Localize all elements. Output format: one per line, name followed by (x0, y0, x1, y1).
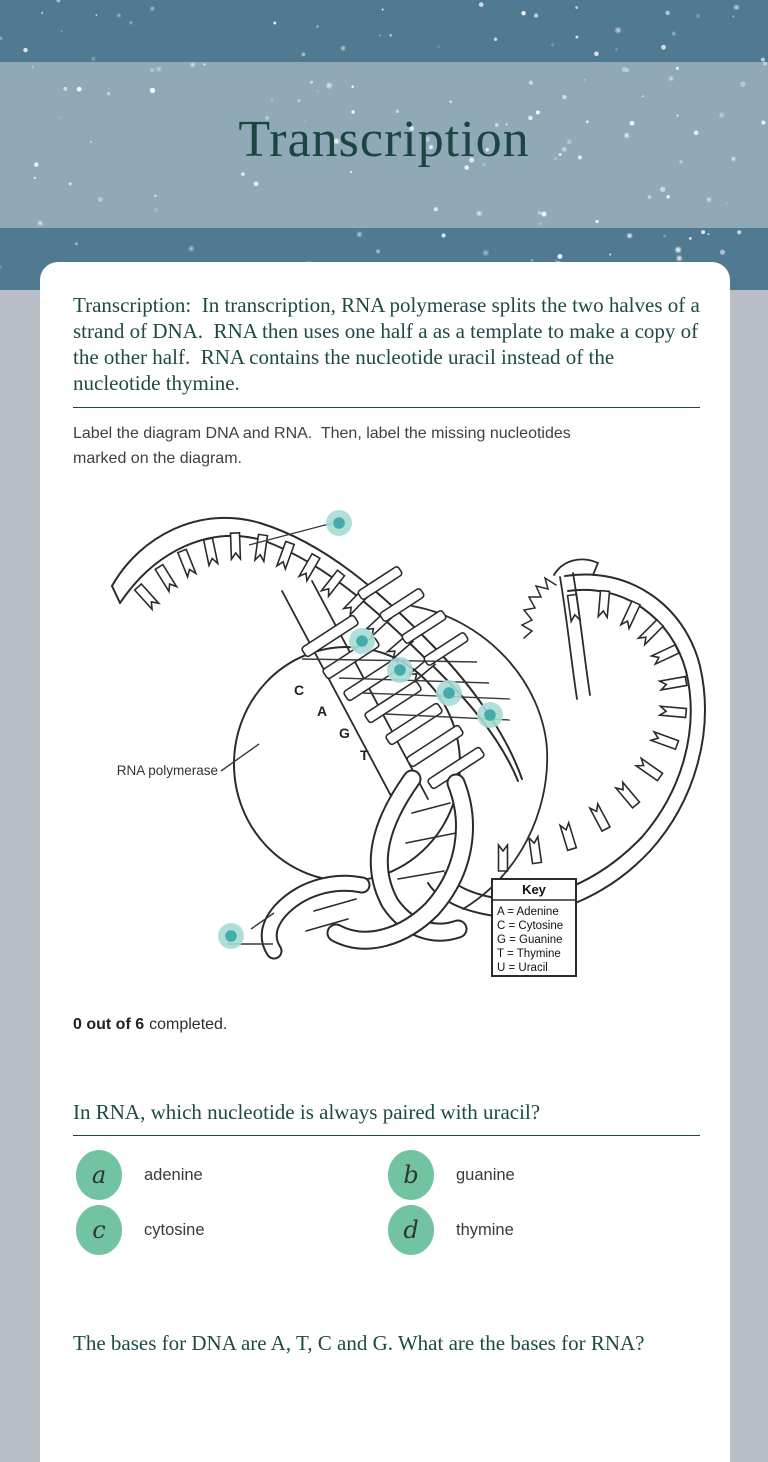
option-a-label: adenine (144, 1165, 203, 1184)
option-c-circle[interactable]: c (76, 1205, 122, 1255)
answer-dot-4[interactable] (436, 680, 462, 706)
base-letter-a: A (317, 703, 328, 719)
worksheet-card (40, 262, 730, 1462)
progress-count: 0 out of 6 (73, 1016, 145, 1033)
option-a-circle[interactable]: a (76, 1150, 122, 1200)
header-banner (0, 0, 768, 290)
key-title: Key (522, 882, 546, 897)
option-d-label: thymine (456, 1220, 514, 1239)
intro-paragraph: Transcription: In transcription, RNA polymerase splits the two halves of a strand of DNA. RNA then uses one half a as a template to make a copy of the other half. RNA contains the nucleotide uracil instead of the nucleotide thymine. (73, 293, 706, 395)
option-a-adenine[interactable] (76, 1150, 388, 1200)
rna-polymerase-label: RNA polymerase (116, 763, 218, 778)
key-row: A = Adenine (497, 906, 559, 918)
page-title: Transcription (238, 111, 530, 168)
answer-dot-5[interactable] (477, 702, 503, 728)
task-instructions: Label the diagram DNA and RNA. Then, label the missing nucleotides marked on the diagram. (73, 425, 576, 467)
base-letter-c: C (294, 682, 305, 698)
base-letter-t: T (360, 747, 369, 763)
question-1-divider (73, 1135, 700, 1136)
transcription-diagram (60, 491, 720, 1006)
option-b-label: guanine (456, 1165, 515, 1184)
progress-suffix: completed. (149, 1016, 228, 1033)
answer-dot-1[interactable] (326, 510, 352, 536)
option-d-circle[interactable]: d (388, 1205, 434, 1255)
progress-status (73, 1016, 700, 1034)
option-d-thymine[interactable] (388, 1205, 700, 1255)
key-row: C = Cytosine (497, 920, 564, 932)
key-row: U = Uracil (497, 962, 548, 974)
option-c-label: cytosine (144, 1220, 205, 1239)
base-letter-g: G (339, 725, 350, 741)
diagram-key (492, 879, 576, 976)
dna-line-art (112, 518, 705, 951)
question-1-text: In RNA, which nucleotide is always paired with uracil? (73, 1100, 541, 1124)
question-1-options (76, 1150, 700, 1255)
option-b-circle[interactable]: b (388, 1150, 434, 1200)
key-row: T = Thymine (497, 948, 561, 960)
section-divider (73, 407, 700, 408)
answer-dot-6[interactable] (218, 923, 244, 949)
option-c-cytosine[interactable] (76, 1205, 388, 1255)
option-b-guanine[interactable] (388, 1150, 700, 1200)
answer-dot-3[interactable] (387, 657, 413, 683)
question-2-text: The bases for DNA are A, T, C and G. What are the bases for RNA? (73, 1331, 645, 1355)
key-row: G = Guanine (497, 934, 563, 946)
answer-dot-2[interactable] (349, 628, 375, 654)
rna-polymerase-callout (117, 744, 259, 778)
